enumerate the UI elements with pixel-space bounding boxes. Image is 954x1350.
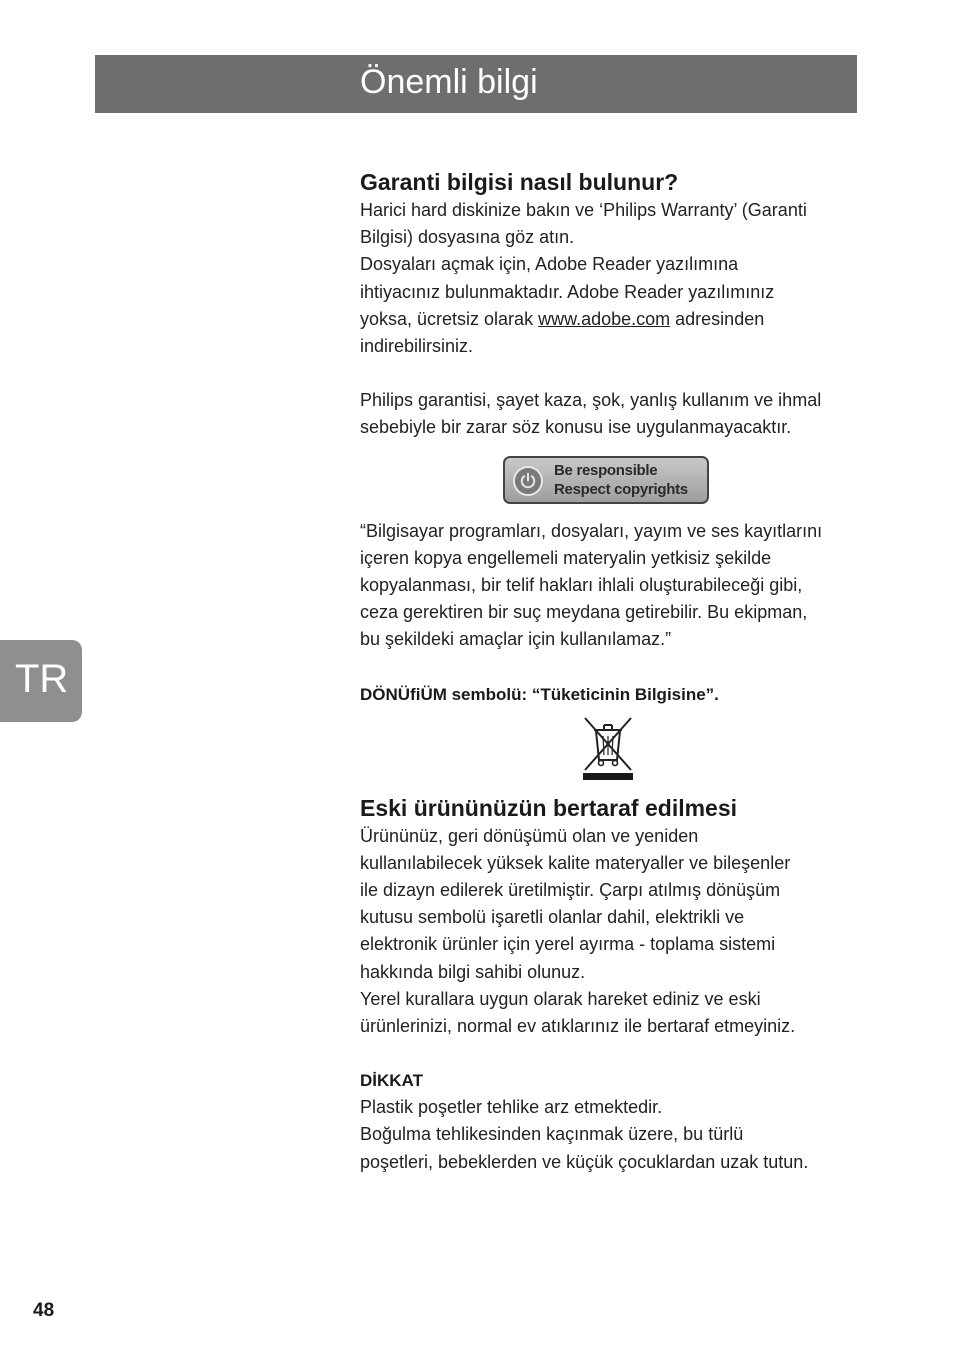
- spacer: [360, 1040, 860, 1067]
- caution-heading: DİKKAT: [360, 1071, 423, 1091]
- warranty-line: indirebilirsiniz.: [360, 336, 474, 357]
- caution-line: poşetleri, bebeklerden ve küçük çocuklardan uzak tutun.: [360, 1151, 809, 1172]
- disposal-line: elektronik ürünler için yerel ayırma - toplama sistemi: [360, 934, 776, 955]
- disposal-heading: Eski ürününüzün bertaraf edilmesi: [360, 794, 738, 821]
- copyright-badge-area: [360, 442, 860, 518]
- warranty-link-suffix: adresinden: [670, 308, 765, 329]
- language-tab: [0, 640, 82, 722]
- warranty-line: ihtiyacınız bulunmaktadır. Adobe Reader yazılımınız: [360, 281, 775, 302]
- disposal-line: ürünlerinizi, normal ev atıklarınız ile bertaraf etmeyiniz.: [360, 1016, 796, 1037]
- crossed-out-wheelie-bin-icon: [582, 716, 634, 782]
- copyright-badge: [503, 456, 709, 504]
- copyright-quote-line: bu şekildeki amaçlar için kullanılamaz.”: [360, 629, 672, 650]
- spacer: [360, 654, 860, 681]
- power-icon: [513, 466, 543, 496]
- copyright-quote-line: “Bilgisayar programları, dosyaları, yayım ve ses kayıtlarını: [360, 520, 823, 541]
- warranty-disclaimer-line: Philips garantisi, şayet kaza, şok, yanlış kullanım ve ihmal: [360, 390, 822, 411]
- copyright-quote-line: içeren kopya engellemeli materyalin yetkisiz şekilde: [360, 547, 772, 568]
- disposal-line: ile dizayn edilerek üretilmiştir. Çarpı atılmış dönüşüm: [360, 880, 781, 901]
- warranty-line: Bilgisi) dosyasına göz atın.: [360, 227, 575, 248]
- disposal-line: kutusu sembolü işaretli olanlar dahil, elektrikli ve: [360, 907, 745, 928]
- recycle-symbol-area: [360, 708, 860, 793]
- copyright-quote-line: ceza gerektiren bir suç meydana getirebilir. Bu ekipman,: [360, 602, 808, 623]
- page-number: 48: [33, 1300, 55, 1321]
- disposal-line: Yerel kurallara uygun olarak hareket ediniz ve eski: [360, 988, 761, 1009]
- warranty-heading: Garanti bilgisi nasıl bulunur?: [360, 169, 679, 195]
- disposal-line: Ürününüz, geri dönüşümü olan ve yeniden: [360, 825, 699, 846]
- warranty-line-with-link: [360, 306, 860, 333]
- badge-line-1: Be responsible: [554, 461, 658, 479]
- badge-line-2: Respect copyrights: [554, 480, 688, 498]
- section-header-bar: [95, 55, 857, 113]
- warranty-line: Dosyaları açmak için, Adobe Reader yazılımına: [360, 254, 739, 275]
- language-tab-label: TR: [15, 657, 69, 701]
- page-title: Önemli bilgi: [360, 63, 538, 101]
- warranty-link-prefix: yoksa, ücretsiz olarak: [360, 308, 539, 329]
- copyright-quote-line: kopyalanması, bir telif hakları ihlali oluşturabileceği gibi,: [360, 575, 803, 596]
- caution-line: Boğulma tehlikesinden kaçınmak üzere, bu türlü: [360, 1124, 744, 1145]
- warranty-line: Harici hard diskinize bakın ve ‘Philips Warranty’ (Garanti: [360, 200, 807, 220]
- warranty-disclaimer-line: sebebiyle bir zarar söz konusu ise uygulanmayacaktır.: [360, 417, 792, 438]
- badge-text: [554, 461, 688, 499]
- recycle-heading: DÖNÜfiÜM sembolü: “Tüketicinin Bilgisine”.: [360, 684, 719, 704]
- main-content: [360, 167, 860, 1176]
- adobe-link[interactable]: www.adobe.com: [538, 308, 671, 329]
- caution-line: Plastik poşetler tehlike arz etmektedir.: [360, 1097, 663, 1118]
- spacer: [360, 360, 860, 387]
- disposal-line: kullanılabilecek yüksek kalite materyaller ve bileşenler: [360, 852, 791, 873]
- disposal-line: hakkında bilgi sahibi olunuz.: [360, 961, 586, 982]
